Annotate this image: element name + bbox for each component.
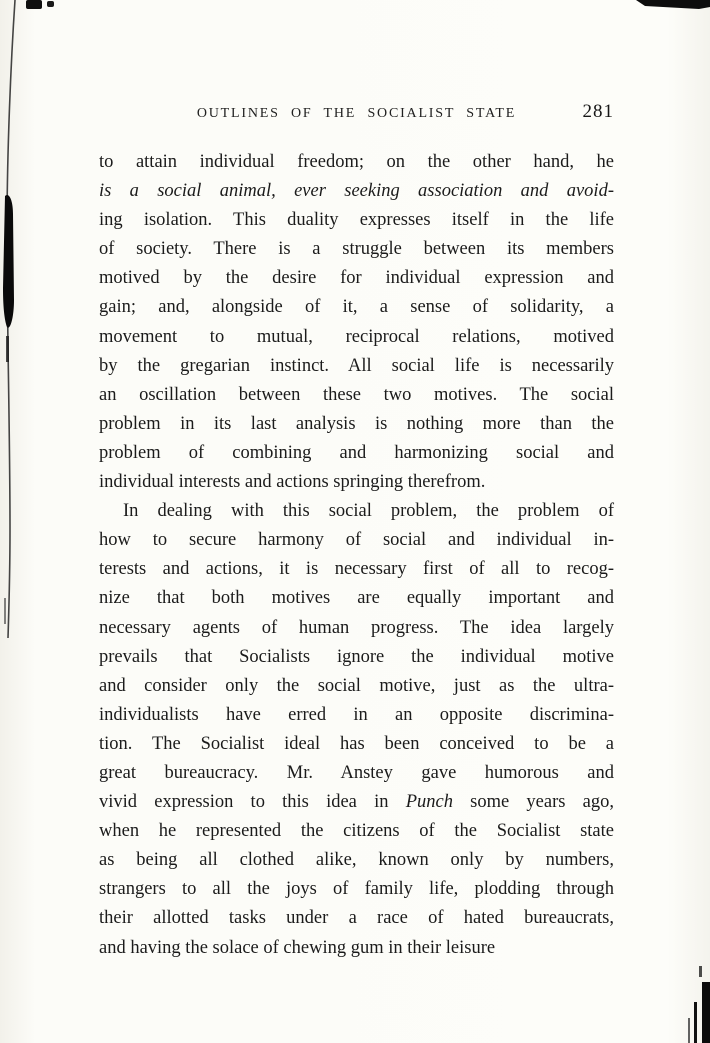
scan-mark-top-left-small	[47, 1, 54, 7]
text-line-with-title	[99, 788, 614, 817]
text-line: how to secure harmony of social and individual in-	[99, 530, 614, 551]
scan-mark-left-tick	[6, 336, 9, 362]
text-line: necessary agents of human progress. The idea largely	[99, 617, 614, 638]
text-line: strangers to all the joys of family life, plodding through	[99, 879, 614, 900]
text-line: by the gregarian instinct. All social life is necessarily	[99, 355, 614, 376]
scan-mark-right-tick	[699, 966, 702, 977]
scan-mark-top-left	[26, 0, 42, 9]
text-line: of society. There is a struggle between its members	[99, 239, 614, 260]
text-segment: some years ago,	[452, 792, 614, 813]
text-line: nize that both motives are equally important and	[99, 588, 614, 609]
scan-mark-bottom-thin-line	[688, 1018, 690, 1043]
text-line: terests and actions, it is necessary first of all to recog-	[99, 559, 614, 580]
text-line: prevails that Socialists ignore the individual motive	[99, 646, 614, 667]
text-line: In dealing with this social problem, the problem of	[123, 501, 614, 522]
scan-mark-bottom-right-bar	[702, 982, 710, 1043]
text-line: individual interests and actions springing therefrom.	[99, 472, 486, 493]
text-line: motived by the desire for individual expression and	[99, 268, 614, 289]
page-number: 281	[582, 101, 614, 122]
scan-mark-top-right	[636, 0, 710, 9]
text-line: to attain individual freedom; on the other hand, he	[99, 152, 614, 172]
text-line: problem of combining and harmonizing social and	[99, 442, 614, 463]
text-line: tion. The Socialist ideal has been conceived to be a	[99, 733, 614, 754]
text-line: when he represented the citizens of the Socialist state	[99, 821, 614, 842]
text-line: and consider only the social motive, just as the ultra-	[99, 675, 614, 696]
running-header	[99, 101, 614, 130]
scan-binding-curve	[7, 0, 15, 638]
text-segment: vivid expression to this idea in	[99, 792, 406, 813]
text-line-italic: is a social animal, ever seeking association and avoid-	[99, 181, 614, 202]
paragraph-1	[99, 148, 614, 497]
text-block	[99, 101, 614, 963]
text-line: problem in its last analysis is nothing more than the	[99, 413, 614, 434]
text-line: movement to mutual, reciprocal relations, motived	[99, 326, 614, 347]
header-title: OUTLINES OF THE SOCIALIST STATE	[196, 106, 517, 121]
text-line: their allotted tasks under a race of hated bureaucrats,	[99, 908, 614, 929]
text-line: gain; and, alongside of it, a sense of solidarity, a	[99, 297, 614, 318]
text-line: an oscillation between these two motives. The social	[99, 384, 614, 405]
scan-mark-left-faint	[4, 598, 6, 624]
text-line: great bureaucracy. Mr. Anstey gave humorous and	[99, 762, 614, 783]
text-line: ing isolation. This duality expresses itself in the life	[99, 210, 614, 231]
paragraph-2	[99, 497, 614, 963]
text-line: as being all clothed alike, known only by numbers,	[99, 850, 614, 871]
scan-ink-blob-left	[3, 195, 14, 328]
punch-title: Punch	[405, 792, 453, 813]
scan-mark-bottom-right-line	[694, 1002, 697, 1043]
text-line: individualists have erred in an opposite discrimina-	[99, 704, 614, 725]
text-line: and having the solace of chewing gum in their leisure	[99, 937, 496, 958]
